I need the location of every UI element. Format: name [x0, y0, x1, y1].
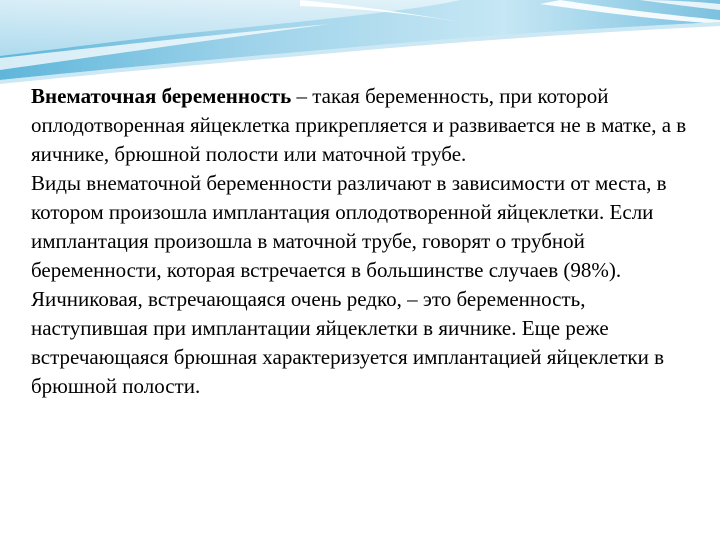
types-paragraph: Виды внематочной беременности различают в зависимости от места, в котором произошла имплантация оплодотворенной яйцеклетки. Если имплантация произошла в маточной трубе, говорят о трубной беременности, которая встречается в большинстве случаев (98%). Яичниковая, встречающаяся очень редко, – это беременность, наступившая при имплантации яйцеклетки в яичнике. Еще реже встречающаяся брюшная характеризуется имплантацией яйцеклетки в брюшной полости.: [31, 171, 667, 398]
definition-text: – такая беременность, при которой оплодотворенная яйцеклетка прикрепляется и развивается не в матке, а в яичнике, брюшной полости или маточной трубе.: [31, 84, 687, 166]
term-heading: Внематочная беременность: [31, 84, 292, 108]
slide-body-text: [31, 82, 691, 401]
definition-paragraph: [31, 82, 691, 169]
decorative-wave-header: [0, 0, 720, 90]
